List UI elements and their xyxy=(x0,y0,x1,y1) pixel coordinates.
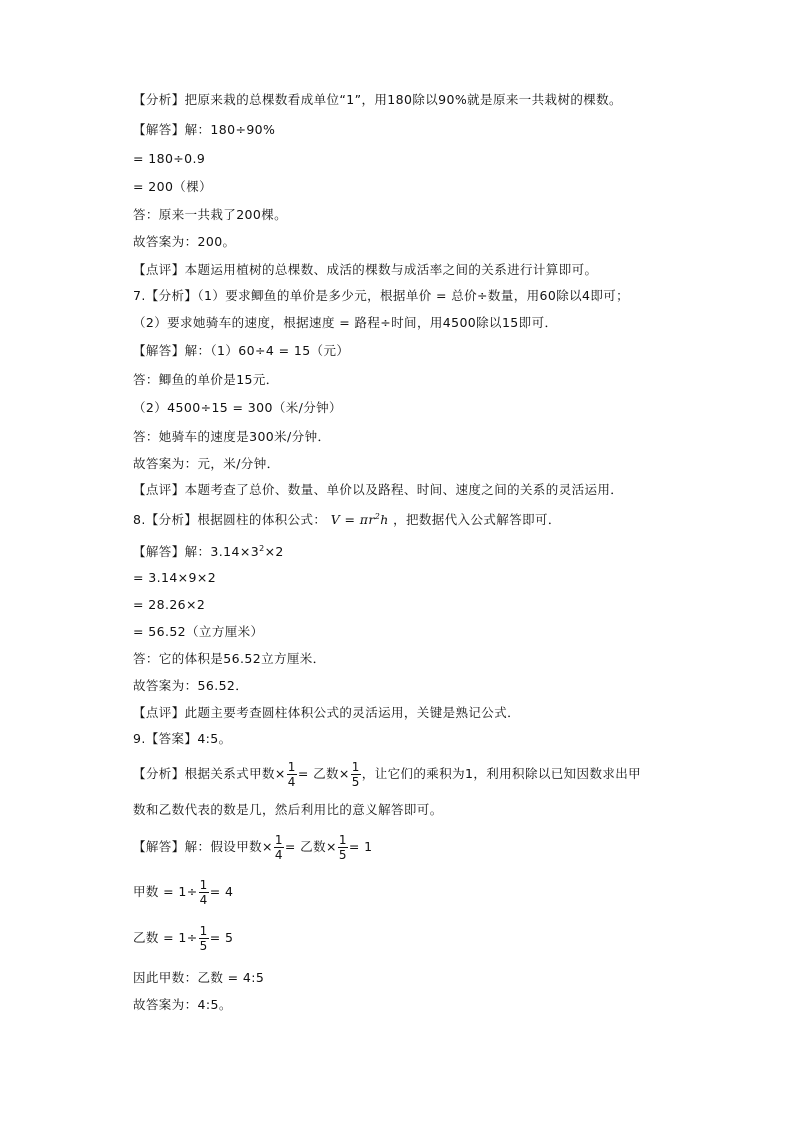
q9-final-answer: 故答案为：4:5。 xyxy=(133,997,232,1012)
q8-calc-line: = 3.14×9×2 xyxy=(133,570,217,585)
fraction-fifth: $\frac{1}{5}$ xyxy=(199,924,208,953)
q8-calc-line: = 56.52（立方厘米） xyxy=(133,624,264,639)
q7-answer-line: 答：鲫鱼的单价是15元． xyxy=(133,372,279,387)
q7-final-answer: 故答案为：元，米/分钟． xyxy=(133,456,280,471)
q8-final-answer: 故答案为：56.52． xyxy=(133,678,249,693)
q9-analysis-line-2: 数和乙数代表的数是几，然后利用比的意义解答即可。 xyxy=(133,802,443,817)
q9-answer-heading: 9.【答案】4:5。 xyxy=(133,731,232,746)
q7-analysis-line: 7.【分析】（1）要求鲫鱼的单价是多少元，根据单价 = 总价÷数量，用60除以4即可； xyxy=(133,288,630,303)
q7-analysis-line-2: （2）要求她骑车的速度，根据速度 = 路程÷时间，用4500除以15即可． xyxy=(133,315,558,330)
q8-analysis-tail: ，把数据代入公式解答即可． xyxy=(393,512,561,528)
q8-analysis-text: 8.【分析】根据圆柱的体积公式： xyxy=(133,512,327,528)
analysis-line: 【分析】把原来栽的总棵数看成单位“1”，用180除以90%就是原来一共栽树的棵数。 xyxy=(133,92,622,107)
q9-calc-line: 乙数 = 1÷ $\frac{1}{5}$ = 5 xyxy=(133,924,234,953)
fraction-quarter: $\frac{1}{4}$ xyxy=(287,760,296,789)
final-answer-line: 故答案为：200。 xyxy=(133,234,236,249)
fraction-quarter: $\frac{1}{4}$ xyxy=(274,833,283,862)
q7-answer-line-2: 答：她骑车的速度是300米/分钟． xyxy=(133,429,331,444)
q7-calc-line: （2）4500÷15 = 300（米/分钟） xyxy=(133,400,342,415)
fraction-quarter: $\frac{1}{4}$ xyxy=(199,878,208,907)
q8-answer-line: 答：它的体积是56.52立方厘米． xyxy=(133,651,326,666)
calc-line: = 180÷0.9 xyxy=(133,151,206,166)
q8-solution-line: 【解答】解：$3.14\times 3^2\times 2$ xyxy=(133,544,284,560)
fraction-fifth: $\frac{1}{5}$ xyxy=(351,760,360,789)
q8-calc-line: = 28.26×2 xyxy=(133,597,206,612)
q9-calc-line: 甲数 = 1÷ $\frac{1}{4}$ = 4 xyxy=(133,878,234,907)
solution-line: 【解答】解：180÷90% xyxy=(133,122,276,137)
q7-solution-line: 【解答】解：（1）60÷4 = 15（元） xyxy=(133,343,350,358)
q8-analysis-line xyxy=(133,509,561,528)
q7-comment-line: 【点评】本题考查了总价、数量、单价以及路程、时间、速度之间的关系的灵活运用． xyxy=(133,482,624,497)
q9-ratio-line: 因此甲数：乙数 = 4:5 xyxy=(133,970,265,985)
q8-comment-line: 【点评】此题主要考查圆柱体积公式的灵活运用，关键是熟记公式． xyxy=(133,705,521,720)
volume-formula: $V = \pi r^2h$ xyxy=(330,512,389,528)
square-exponent: 2 xyxy=(259,544,265,553)
comment-line: 【点评】本题运用植树的总棵数、成活的棵数与成活率之间的关系进行计算即可。 xyxy=(133,262,598,277)
answer-line: 答：原来一共栽了200棵。 xyxy=(133,207,288,222)
fraction-fifth: $\frac{1}{5}$ xyxy=(338,833,347,862)
q9-analysis-line: 【分析】根据关系式甲数× $\frac{1}{4}$ = 乙数× $\frac{1}{5}$ ，让它们的乘积为1，利用积除以已知因数求出甲 xyxy=(133,760,642,789)
q9-solution-line: 【解答】解：假设甲数× $\frac{1}{4}$ = 乙数× $\frac{1}{5}$ = 1 xyxy=(133,833,373,862)
calc-line: = 200（棵） xyxy=(133,179,213,194)
